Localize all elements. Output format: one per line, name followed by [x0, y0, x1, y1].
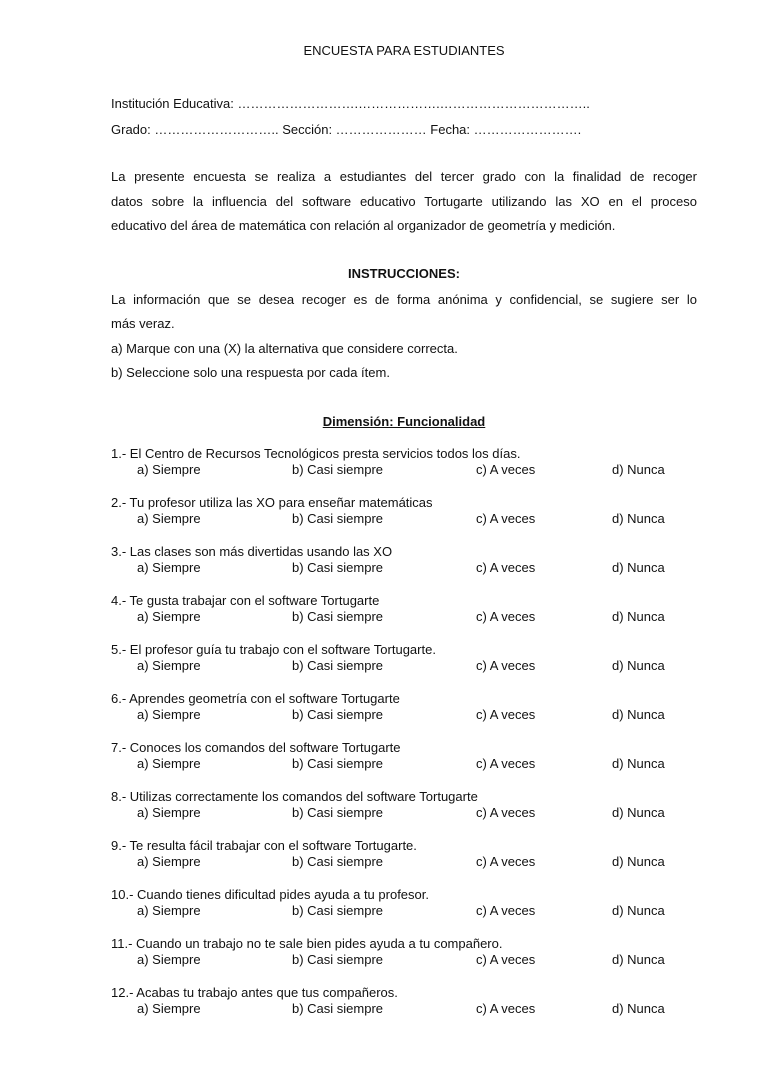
question-text: 2.- Tu profesor utiliza las XO para enseñar matemáticas [111, 495, 433, 510]
question-text: 9.- Te resulta fácil trabajar con el software Tortugarte. [111, 838, 417, 853]
institution-field: Institución Educativa: ……………………….……………….…………………………….. [111, 96, 590, 111]
question-text: 11.- Cuando un trabajo no te sale bien pides ayuda a tu compañero. [111, 936, 503, 951]
question-text: 5.- El profesor guía tu trabajo con el software Tortugarte. [111, 642, 436, 657]
option-nunca[interactable]: d) Nunca [612, 462, 665, 477]
option-siempre[interactable]: a) Siempre [137, 854, 201, 869]
question-text: 8.- Utilizas correctamente los comandos del software Tortugarte [111, 789, 478, 804]
instruction-line: La información que se desea recoger es de forma anónima y confidencial, se sugiere ser lo [111, 292, 697, 307]
option-a-veces[interactable]: c) A veces [476, 658, 536, 673]
intro-line: La presente encuesta se realiza a estudiantes del tercer grado con la finalidad de recoger [111, 169, 697, 184]
option-casi-siempre[interactable]: b) Casi siempre [292, 707, 384, 722]
option-nunca[interactable]: d) Nunca [612, 560, 665, 575]
option-nunca[interactable]: d) Nunca [612, 658, 665, 673]
option-nunca[interactable]: d) Nunca [612, 952, 665, 967]
option-siempre[interactable]: a) Siempre [137, 952, 201, 967]
intro-line: datos sobre la influencia del software educativo Tortugarte utilizando las XO en el proceso [111, 194, 697, 209]
option-casi-siempre[interactable]: b) Casi siempre [292, 658, 384, 673]
option-a-veces[interactable]: c) A veces [476, 707, 536, 722]
option-a-veces[interactable]: c) A veces [476, 756, 536, 771]
question-item [111, 985, 697, 1019]
option-a-veces[interactable]: c) A veces [476, 805, 536, 820]
question-item [111, 838, 697, 872]
option-a-veces[interactable]: c) A veces [476, 1001, 536, 1016]
question-text: 4.- Te gusta trabajar con el software Tortugarte [111, 593, 380, 608]
option-casi-siempre[interactable]: b) Casi siempre [292, 462, 384, 477]
question-item [111, 446, 697, 480]
option-a-veces[interactable]: c) A veces [476, 511, 536, 526]
option-casi-siempre[interactable]: b) Casi siempre [292, 609, 384, 624]
page-title: ENCUESTA PARA ESTUDIANTES [303, 43, 505, 58]
option-a-veces[interactable]: c) A veces [476, 903, 536, 918]
option-nunca[interactable]: d) Nunca [612, 854, 665, 869]
question-item [111, 544, 697, 578]
instruction-line: a) Marque con una (X) la alternativa que considere correcta. [111, 341, 458, 356]
question-item [111, 789, 697, 823]
option-nunca[interactable]: d) Nunca [612, 511, 665, 526]
question-text: 1.- El Centro de Recursos Tecnológicos presta servicios todos los días. [111, 446, 521, 461]
option-nunca[interactable]: d) Nunca [612, 903, 665, 918]
option-a-veces[interactable]: c) A veces [476, 854, 536, 869]
question-item [111, 495, 697, 529]
option-nunca[interactable]: d) Nunca [612, 756, 665, 771]
option-casi-siempre[interactable]: b) Casi siempre [292, 560, 384, 575]
option-a-veces[interactable]: c) A veces [476, 952, 536, 967]
question-text: 7.- Conoces los comandos del software Tortugarte [111, 740, 401, 755]
question-item [111, 936, 697, 970]
option-casi-siempre[interactable]: b) Casi siempre [292, 1001, 384, 1016]
question-item [111, 593, 697, 627]
option-siempre[interactable]: a) Siempre [137, 1001, 201, 1016]
instructions-heading: INSTRUCCIONES: [348, 266, 460, 281]
option-siempre[interactable]: a) Siempre [137, 903, 201, 918]
option-nunca[interactable]: d) Nunca [612, 609, 665, 624]
option-casi-siempre[interactable]: b) Casi siempre [292, 854, 384, 869]
dimension-heading [111, 414, 697, 429]
option-siempre[interactable]: a) Siempre [137, 560, 201, 575]
option-casi-siempre[interactable]: b) Casi siempre [292, 903, 384, 918]
option-a-veces[interactable]: c) A veces [476, 462, 536, 477]
grade-section-date-field: Grado: ……………………….. Sección: ………………… Fecha: ……………………. [111, 122, 582, 137]
question-text: 12.- Acabas tu trabajo antes que tus compañeros. [111, 985, 398, 1000]
option-nunca[interactable]: d) Nunca [612, 805, 665, 820]
option-siempre[interactable]: a) Siempre [137, 511, 201, 526]
question-item [111, 740, 697, 774]
question-item [111, 887, 697, 921]
question-text: 3.- Las clases son más divertidas usando las XO [111, 544, 393, 559]
option-siempre[interactable]: a) Siempre [137, 658, 201, 673]
option-nunca[interactable]: d) Nunca [612, 1001, 665, 1016]
option-casi-siempre[interactable]: b) Casi siempre [292, 511, 384, 526]
option-nunca[interactable]: d) Nunca [612, 707, 665, 722]
question-item [111, 642, 697, 676]
option-siempre[interactable]: a) Siempre [137, 609, 201, 624]
option-siempre[interactable]: a) Siempre [137, 707, 201, 722]
option-siempre[interactable]: a) Siempre [137, 805, 201, 820]
dimension-title: Dimensión: Funcionalidad [322, 414, 486, 429]
option-casi-siempre[interactable]: b) Casi siempre [292, 756, 384, 771]
option-siempre[interactable]: a) Siempre [137, 462, 201, 477]
instruction-line: más veraz. [111, 316, 175, 331]
question-text: 6.- Aprendes geometría con el software Tortugarte [111, 691, 400, 706]
option-a-veces[interactable]: c) A veces [476, 609, 536, 624]
option-casi-siempre[interactable]: b) Casi siempre [292, 952, 384, 967]
option-siempre[interactable]: a) Siempre [137, 756, 201, 771]
intro-line: educativo del área de matemática con relación al organizador de geometría y medición. [111, 218, 616, 233]
option-casi-siempre[interactable]: b) Casi siempre [292, 805, 384, 820]
question-text: 10.- Cuando tienes dificultad pides ayuda a tu profesor. [111, 887, 429, 902]
option-a-veces[interactable]: c) A veces [476, 560, 536, 575]
instruction-line: b) Seleccione solo una respuesta por cada ítem. [111, 365, 390, 380]
question-item [111, 691, 697, 725]
